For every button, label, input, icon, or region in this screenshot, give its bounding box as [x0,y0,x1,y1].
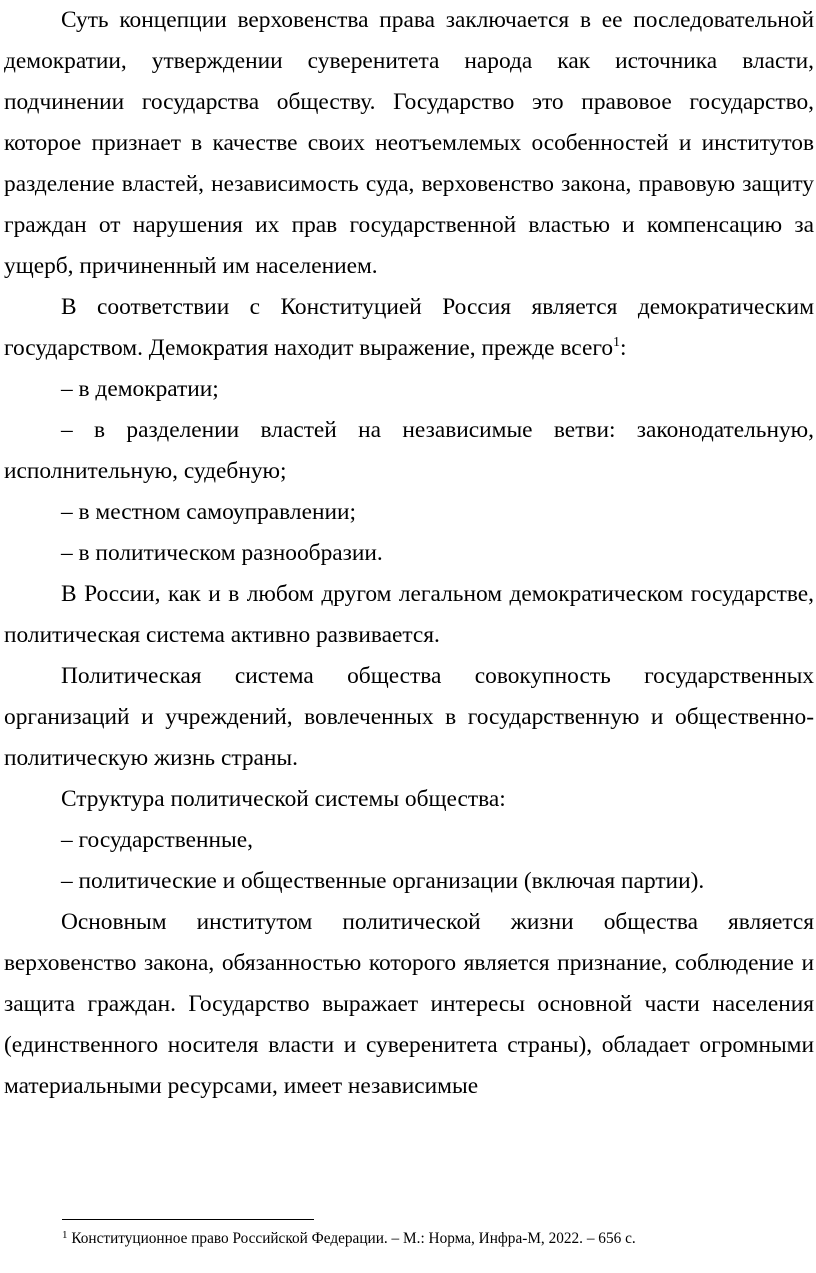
paragraph-constitution [4,287,814,369]
list-item [4,861,814,902]
list-item-text: – в разделении властей на независимые ветви: законодательную, исполнительную, судебную; [4,417,814,484]
list-item-text: – в демократии; [61,376,219,402]
paragraph-text: Основным институтом политической жизни общества является верховенство закона, обязанностью которого является признание, соблюдение и защита граждан. Государство выражает интересы основной части населения (единственного носителя власти и суверенитета страны), обладает огромными материальными ресурсами, имеет независимые [4,909,814,1099]
list-item-text: – политические и общественные организации (включая партии). [61,868,705,894]
paragraph-suffix: : [620,335,627,361]
paragraph-text: Политическая система общества совокупность государственных организаций и учреждений, вовлеченных в государственную и общественно-политическую жизнь страны. [4,663,814,771]
list-item-text: – государственные, [61,827,253,853]
paragraph-political-system [4,656,814,779]
list-item [4,410,814,492]
list-item-text: – в политическом разнообразии. [61,540,383,566]
footnote [62,1229,802,1249]
list-item-text: – в местном самоуправлении; [61,499,357,525]
footnote-reference[interactable]: 1 [613,335,621,350]
paragraph-text: Структура политической системы общества: [61,786,506,812]
paragraph-rule-of-law [4,0,814,287]
footnote-number: 1 [62,1229,68,1241]
list-item [4,820,814,861]
footnote-text: Конституционное право Российской Федерации. – М.: Норма, Инфра-М, 2022. – 656 с. [71,1230,636,1247]
list-item [4,369,814,410]
paragraph-text: В России, как и в любом другом легальном демократическом государстве, политическая система активно развивается. [4,581,814,648]
list-item [4,492,814,533]
footnote-separator [62,1219,314,1220]
paragraph-institution [4,902,814,1107]
paragraph-text: Суть концепции верховенства права заключается в ее последовательной демократии, утверждении суверенитета народа как источника власти, подчинении государства обществу. Государство это правовое государство, которое признает в качестве своих неотъемлемых особенностей и институтов разделение властей, независимость суда, верховенство закона, правовую защиту граждан от нарушения их прав государственной властью и компенсацию за ущерб, причиненный им населением. [4,7,814,279]
list-item [4,533,814,574]
paragraph-structure [4,779,814,820]
paragraph-russia [4,574,814,656]
paragraph-text: В соответствии с Конституцией Россия является демократическим государством. Демократия находит выражение, прежде всего [4,294,814,361]
body-text [4,0,814,1107]
